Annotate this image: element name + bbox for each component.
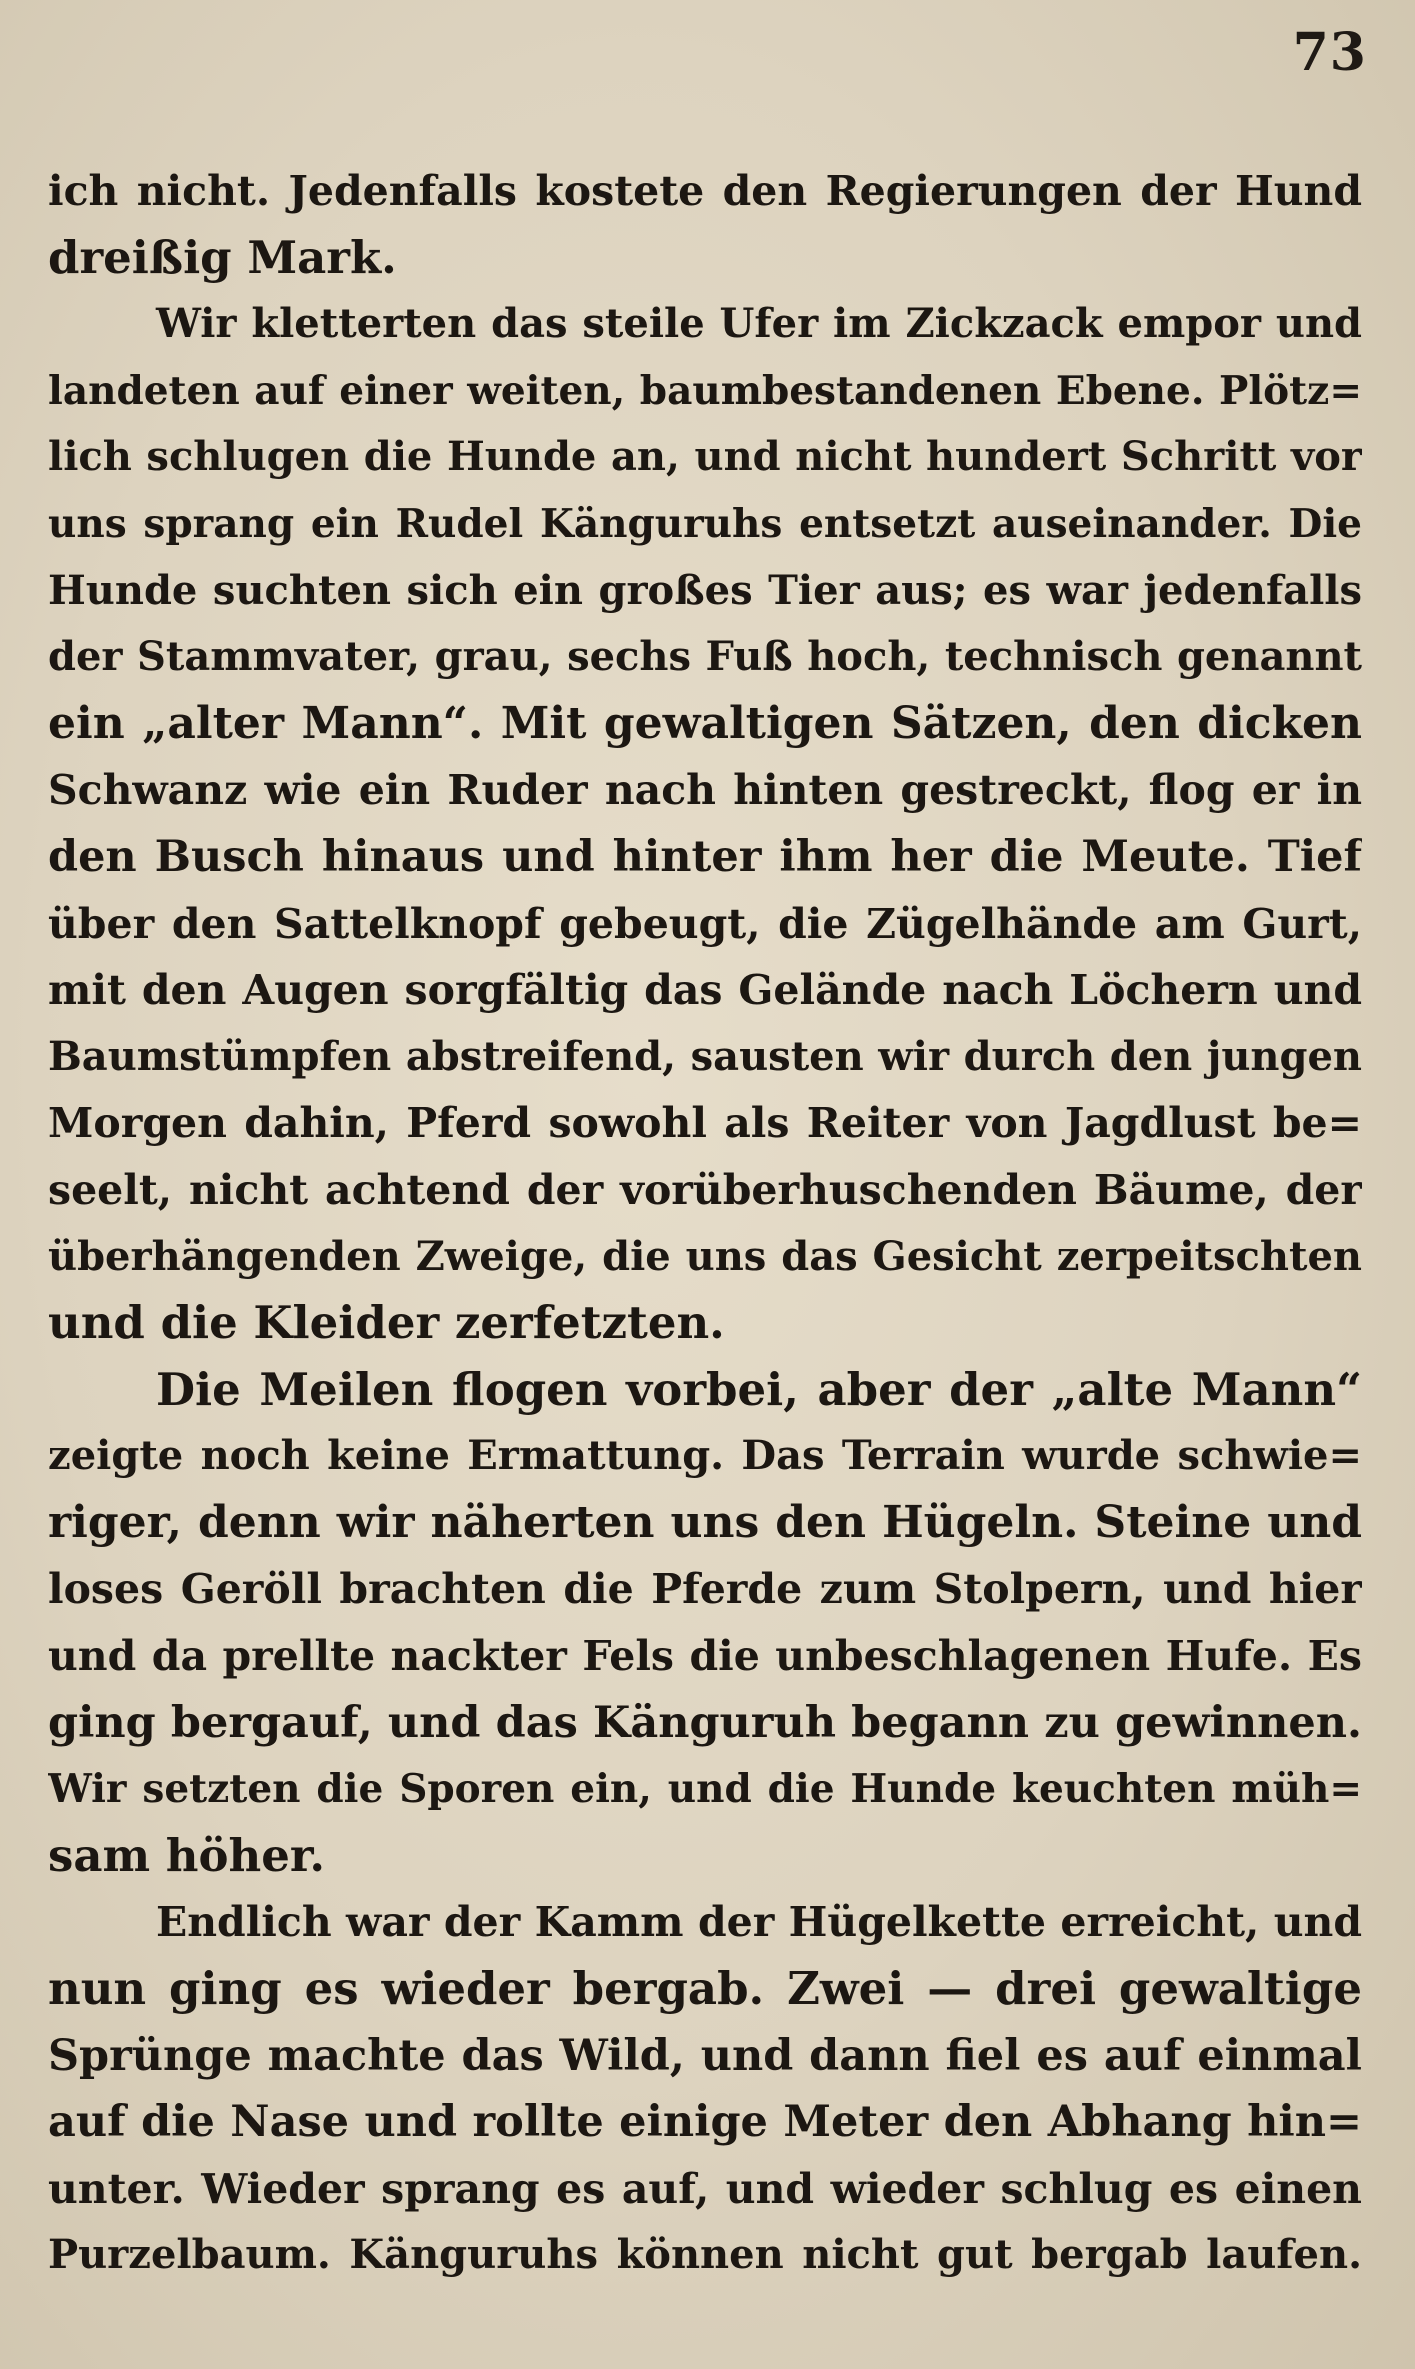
text-line: dreißig Mark. <box>48 230 397 284</box>
text-line: über den Sattelknopf gebeugt, die Zügelhände am Gurt, <box>48 899 1362 948</box>
text-line: Morgen dahin, Pferd sowohl als Reiter von Jagdlust be= <box>48 1099 1362 1148</box>
text-line: auf die Nase und rollte einige Meter den Abhang hin= <box>48 2097 1362 2148</box>
text-line: ein „alter Mann“. Mit gewaltigen Sätzen, den dicken <box>48 697 1362 749</box>
text-line: Hunde suchten sich ein großes Tier aus; es war jedenfalls <box>48 566 1362 614</box>
text-line: Sprünge machte das Wild, und dann fiel es auf einmal <box>48 2030 1362 2081</box>
text-line: der Stammvater, grau, sechs Fuß hoch, technisch genannt <box>48 633 1362 681</box>
text-line: den Busch hinaus und hinter ihm her die Meute. Tief <box>48 831 1362 882</box>
text-line: seelt, nicht achtend der vorüberhuschenden Bäume, der <box>48 1165 1362 1214</box>
body-text <box>48 158 1362 2289</box>
text-line: lich schlugen die Hunde an, und nicht hundert Schritt vor <box>48 433 1362 481</box>
text-line: landeten auf einer weiten, baumbestandenen Ebene. Plötz= <box>48 367 1362 414</box>
text-line: überhängenden Zweige, die uns das Gesicht zerpeitschten <box>48 1232 1362 1280</box>
text-line: nun ging es wieder bergab. Zwei — drei gewaltige <box>48 1962 1362 2016</box>
page-number: 73 <box>1292 22 1367 83</box>
text-line: Schwanz wie ein Ruder nach hinten gestreckt, flog er in <box>48 766 1362 815</box>
text-line: uns sprang ein Rudel Känguruhs entsetzt auseinander. Die <box>48 500 1362 547</box>
text-line: sam höher. <box>48 1828 326 1882</box>
text-line: mit den Augen sorgfältig das Gelände nach Löchern und <box>48 966 1362 1015</box>
text-line: Purzelbaum. Känguruhs können nicht gut bergab laufen. <box>48 2231 1362 2279</box>
text-line: Wir kletterten das steile Ufer im Zickzack empor und <box>156 300 1362 348</box>
text-line: Endlich war der Kamm der Hügelkette erreicht, und <box>156 1898 1362 1947</box>
text-line: unter. Wieder sprang es auf, und wieder schlug es einen <box>48 2164 1362 2213</box>
text-line: ich nicht. Jedenfalls kostete den Regierungen der Hund <box>48 167 1362 215</box>
text-line: zeigte noch keine Ermattung. Das Terrain wurde schwie= <box>48 1432 1362 1480</box>
text-line: loses Geröll brachten die Pferde zum Stolpern, und hier <box>48 1565 1362 1614</box>
text-line: Baumstümpfen abstreifend, sausten wir durch den jungen <box>48 1032 1362 1080</box>
text-line: ging bergauf, und das Känguruh begann zu gewinnen. <box>48 1697 1362 1748</box>
text-line: Wir setzten die Sporen ein, und die Hunde keuchten müh= <box>48 1766 1362 1813</box>
text-line: Die Meilen flogen vorbei, aber der „alte Mann“ <box>156 1362 1362 1416</box>
text-line: riger, denn wir näherten uns den Hügeln. Steine und <box>48 1496 1362 1548</box>
text-line: und die Kleider zerfetzten. <box>48 1296 725 1350</box>
text-line: und da prellte nackter Fels die unbeschlagenen Hufe. Es <box>48 1632 1362 1681</box>
